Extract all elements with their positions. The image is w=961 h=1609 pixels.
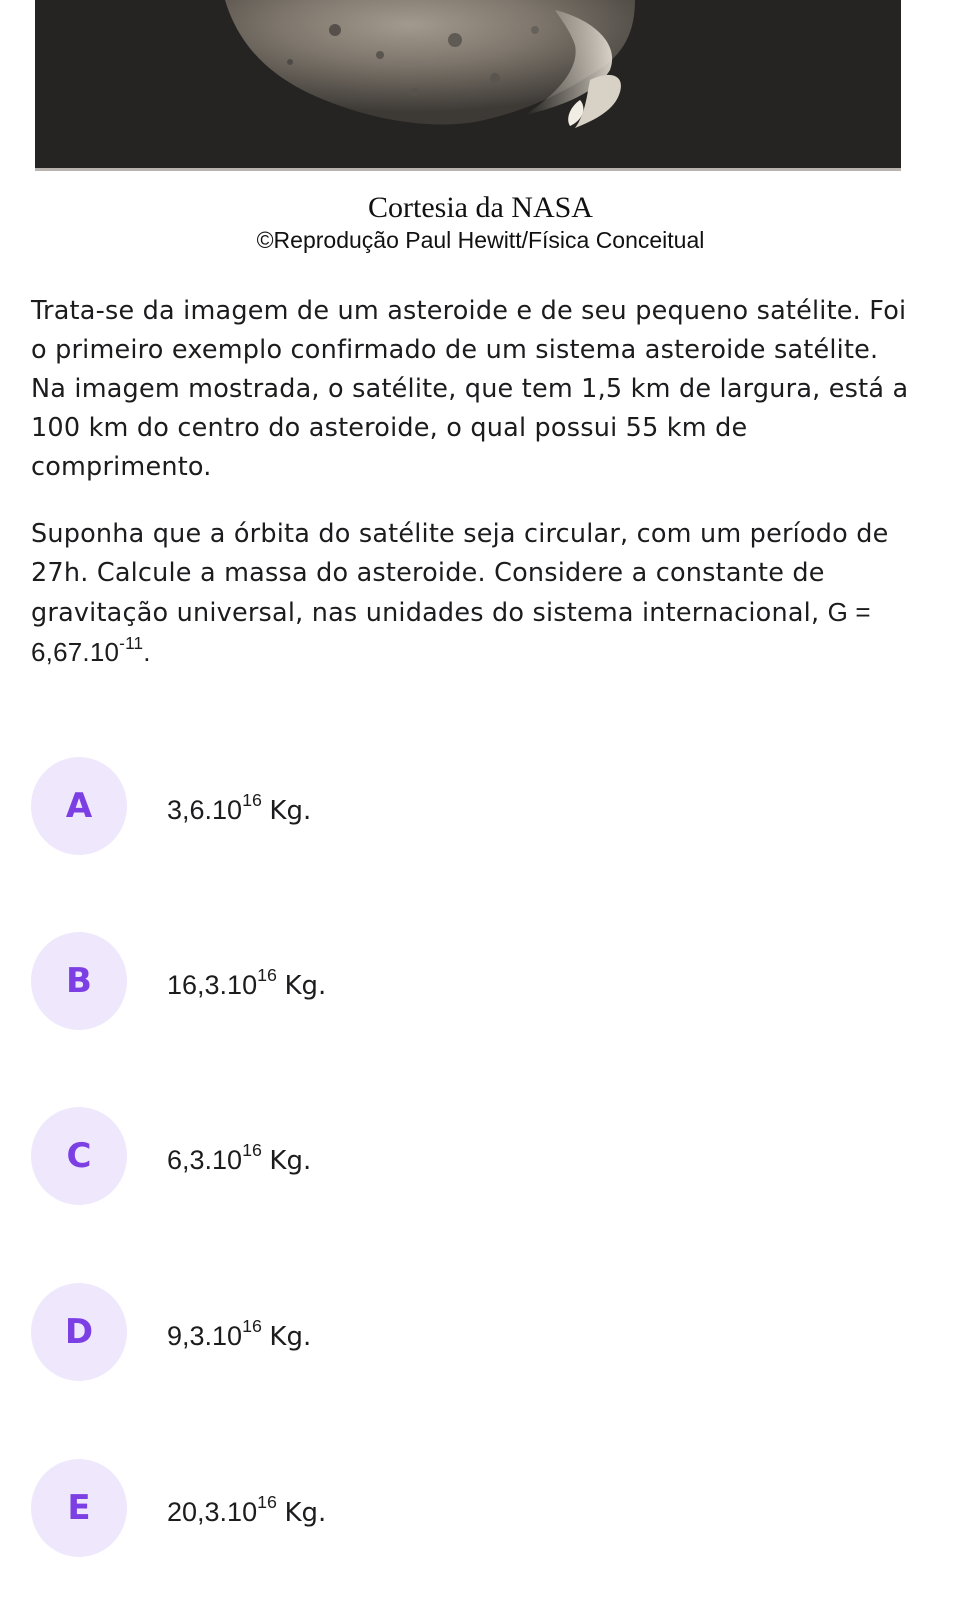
option-e[interactable] [31,1459,911,1557]
asteroid-image [35,0,901,168]
option-b[interactable] [31,932,911,1030]
option-c[interactable] [31,1107,911,1205]
option-mantissa: 3,6.10 [167,795,243,825]
option-unit: Kg. [284,1498,327,1528]
option-exponent: 16 [257,1492,277,1513]
option-exponent: 16 [242,1316,262,1337]
option-mantissa: 9,3.10 [167,1321,243,1351]
question-paragraph-2-text: Suponha que a órbita do satélite seja circular, com um período de 27h. Calcule a massa do asteroide. Considere a constante de gravitação universal, nas unidades do sistema internacional, [31,519,889,628]
option-letter-bubble: D [31,1283,127,1381]
option-value [167,1140,311,1181]
option-a[interactable] [31,757,911,855]
question-paragraph-1: Trata-se da imagem de um asteroide e de seu pequeno satélite. Foi o primeiro exemplo confirmado de um sistema asteroide satélite. Na imagem mostrada, o satélite, que tem 1,5 km de largura, está a 100 km do centro do asteroide, o qual possui 55 km de comprimento. [31,296,909,482]
option-unit: Kg. [269,796,312,826]
option-mantissa: 6,3.10 [167,1145,243,1175]
option-letter-bubble: C [31,1107,127,1205]
option-value [167,790,311,831]
option-letter-bubble: A [31,757,127,855]
option-value [167,965,326,1006]
option-letter-bubble: B [31,932,127,1030]
option-unit: Kg. [269,1322,312,1352]
option-mantissa: 20,3.10 [167,1497,258,1527]
formula-base: G = 6,67.10 [31,597,871,667]
option-unit: Kg. [269,1146,312,1176]
option-unit: Kg. [284,971,327,1001]
question-paragraph-2 [31,515,921,673]
option-exponent: 16 [257,965,277,986]
asteroid-photo [35,0,901,168]
option-exponent: 16 [242,1140,262,1161]
formula-exponent: -11 [119,632,144,653]
option-value [167,1316,311,1357]
figure-credit: Cortesia da NASA [368,191,593,224]
option-value [167,1492,326,1533]
option-mantissa: 16,3.10 [167,970,258,1000]
option-d[interactable] [31,1283,911,1381]
figure-source: ©Reprodução Paul Hewitt/Física Conceitual [256,227,705,253]
option-letter-bubble: E [31,1459,127,1557]
option-exponent: 16 [242,790,262,811]
formula-end: . [143,637,151,667]
figure-divider [35,168,901,171]
